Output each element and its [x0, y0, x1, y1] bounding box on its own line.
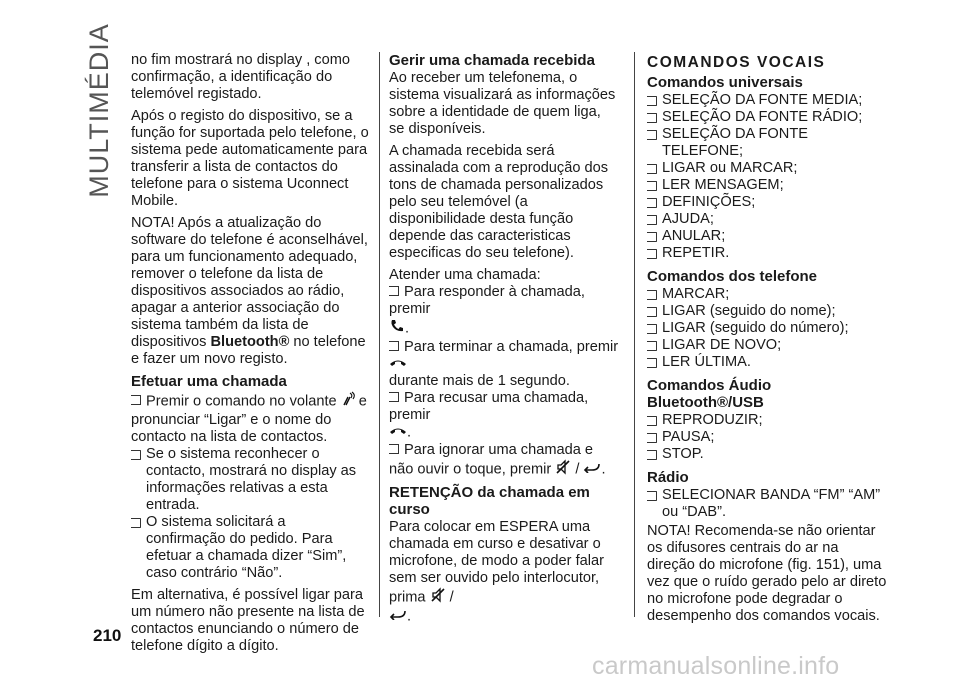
list-item: LIGAR ou MARCAR;: [647, 160, 887, 177]
paragraph: Atender uma chamada:: [389, 267, 541, 283]
bullet-icon: [647, 96, 657, 106]
paragraph: Em alternativa, é possível ligar para um número não presente na lista de contactos enunciando o número de telefone dígito a dígito.: [131, 587, 365, 654]
section-title: MULTIMÉDIA: [83, 22, 114, 198]
list-item: REPETIR.: [647, 245, 887, 262]
phone-hangup-icon: [389, 356, 407, 373]
heading-audio: Comandos Áudio Bluetooth®/USB: [647, 377, 772, 411]
list-telefone: [647, 286, 887, 371]
return-icon: [389, 608, 407, 625]
heading-universais: Comandos universais: [647, 74, 803, 91]
bullet-icon: [647, 416, 657, 426]
column-divider: [634, 52, 635, 617]
paragraph: A chamada recebida será assinalada com a reprodução dos tons de chamada personalizados pelo seu telemóvel (a disponibilidade desta função depende das caracteristicas especificas do seu telefone).: [389, 143, 609, 261]
list-item: Para recusar uma chamada, premir .: [389, 390, 589, 441]
heading-retencao: RETENÇÃO da chamada em curso: [389, 483, 590, 518]
heading-comandos-vocais: COMANDOS VOCAIS: [647, 54, 826, 71]
list-item: MARCAR;: [647, 286, 887, 303]
list-item: PAUSA;: [647, 429, 887, 446]
note-paragraph: NOTA! Após a atualização do software do telefone é aconselhável, para um funcionamento adequado, remover o telefone da lista de dispositivos associados ao rádio, apagar a anterior associação do sistema também da lista de dispositivos Bluetooth® no telefone e fazer um novo registo.: [131, 215, 368, 367]
list-item: Premir o comando no volante e pronunciar “Ligar” e o nome do contacto na lista de contactos.: [131, 391, 369, 446]
list-item: DEFINIÇÕES;: [647, 194, 887, 211]
phone-answer-icon: [389, 318, 405, 339]
paragraph: no fim mostrará no display , como confirmação, a identificação do telemóvel registado.: [131, 52, 350, 102]
list-item: REPRODUZIR;: [647, 412, 887, 429]
paragraph: Após o registo do dispositivo, se a função for suportada pelo telefone, o sistema pede automaticamente para transferir a lista de contactos do telefone para o sistema Uconnect Mobile.: [131, 108, 369, 209]
bullet-icon: [647, 164, 657, 174]
bullet-icon: [647, 290, 657, 300]
bullet-icon: [647, 358, 657, 368]
heading-radio: Rádio: [647, 469, 689, 486]
note-paragraph: NOTA! Recomenda-se não orientar os difusores centrais do ar na direção do microfone (fig. 151), uma vez que o ruído gerado pelo ar direto no microfone pode degradar o desempenho dos comandos vocais.: [647, 523, 887, 624]
list-audio: [647, 412, 887, 463]
list-item: LIGAR DE NOVO;: [647, 337, 887, 354]
list-item: ANULAR;: [647, 228, 887, 245]
watermark: carmanualsonline.info: [592, 652, 840, 680]
list-item: SELEÇÃO DA FONTE RÁDIO;: [647, 109, 887, 126]
voice-command-icon: [341, 391, 355, 412]
list-item: AJUDA;: [647, 211, 887, 228]
list-item: LER MENSAGEM;: [647, 177, 887, 194]
list-item: SELEÇÃO DA FONTE MEDIA;: [647, 92, 887, 109]
column-divider: [379, 52, 380, 617]
phone-hangup-icon: [389, 424, 407, 441]
bullet-icon: [647, 232, 657, 242]
list-item: LER ÚLTIMA.: [647, 354, 887, 371]
list-item: Para ignorar uma chamada e não ouvir o toque, premir / .: [389, 442, 619, 480]
return-icon: [583, 461, 601, 478]
bullet-icon: [647, 198, 657, 208]
bullet-icon: [647, 215, 657, 225]
list-item: Para responder à chamada, premir .: [389, 284, 619, 339]
heading-telefone: Comandos dos telefone: [647, 268, 818, 285]
bullet-icon: [647, 341, 657, 351]
list-item: LIGAR (seguido do nome);: [647, 303, 887, 320]
bullet-icon: [647, 450, 657, 460]
list-item: SELEÇÃO DA FONTE TELEFONE;: [647, 126, 887, 160]
heading-efetuar: Efetuar uma chamada: [131, 373, 287, 390]
mute-icon: [555, 459, 571, 480]
bullet-icon: [647, 324, 657, 334]
list-item: SELECIONAR BANDA “FM” “AM” ou “DAB”.: [647, 487, 887, 521]
paragraph: Ao receber um telefonema, o sistema visualizará as informações sobre a identidade de quem liga, se disponíveis.: [389, 70, 616, 137]
list-universais: [647, 92, 887, 262]
page-number: 210: [93, 626, 122, 645]
bullet-icon: [647, 249, 657, 259]
list-item: Se o sistema reconhecer o contacto, mostrará no display as informações relativas a esta entrada.: [131, 446, 369, 514]
bullet-icon: [647, 130, 657, 140]
bullet-icon: [647, 433, 657, 443]
bullet-icon: [647, 113, 657, 123]
column-3: [647, 52, 887, 630]
column-2: [389, 52, 619, 630]
list-item: STOP.: [647, 446, 887, 463]
bullet-icon: [647, 307, 657, 317]
paragraph: Para colocar em ESPERA uma chamada em curso e desativar o microfone, de modo a poder falar sem ser ouvido pelo interlocutor, prima / .: [389, 518, 604, 625]
heading-gerir: Gerir uma chamada recebida: [389, 52, 595, 69]
list-item: Para terminar a chamada, premir durante mais de 1 segundo.: [389, 339, 619, 390]
mute-icon: [430, 587, 446, 608]
column-1: [131, 52, 369, 660]
list-item: O sistema solicitará a confirmação do pedido. Para efetuar a chamada dizer “Sim”, caso contrário “Não”.: [131, 514, 369, 582]
bullet-icon: [647, 181, 657, 191]
list-item: LIGAR (seguido do número);: [647, 320, 887, 337]
